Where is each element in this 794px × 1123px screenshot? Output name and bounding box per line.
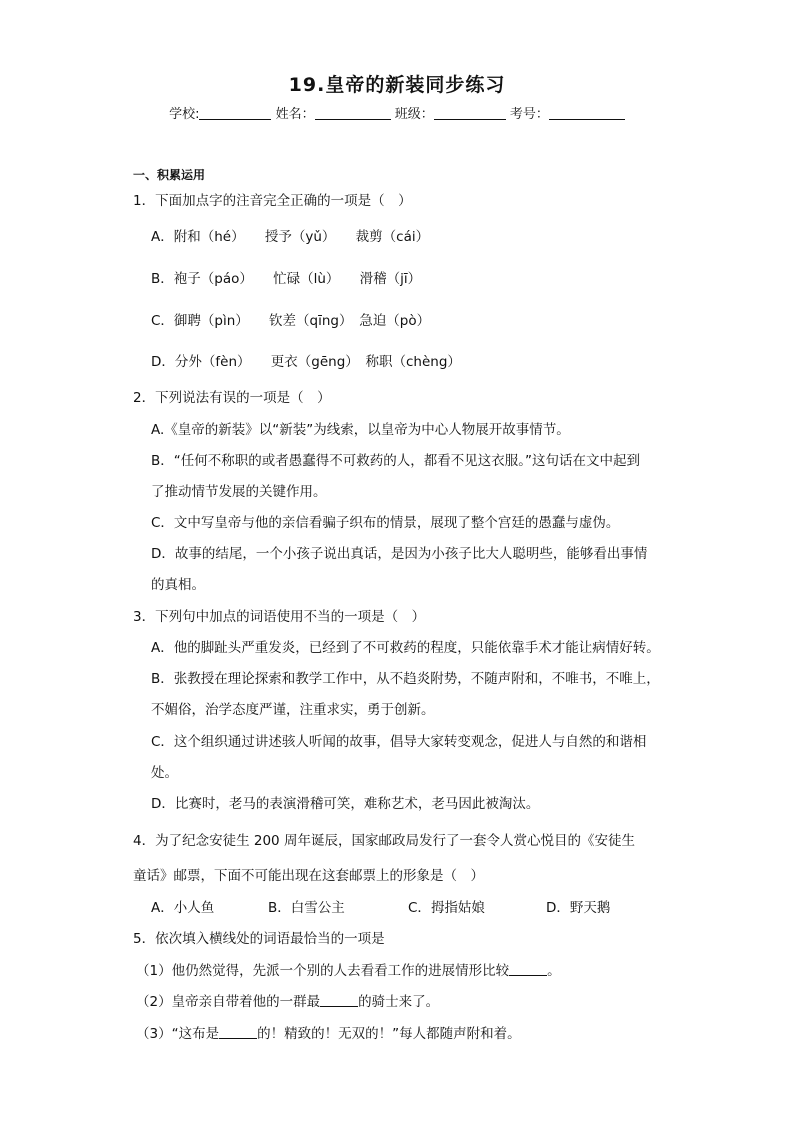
question-2-line: C．文中写皇帝与他的亲信看骗子织布的情景，展现了整个宫廷的愚蠢与虚伪。 <box>151 515 620 531</box>
class-label: 班级： <box>394 107 434 122</box>
question-2-line: B．“任何不称职的或者愚蠢得不可救药的人，都看不见这衣服。”这句话在文中起到 <box>151 453 640 469</box>
fill-blank <box>320 994 358 1007</box>
question-4-choice-d: D．野天鹅 <box>546 900 611 916</box>
fill-blank <box>509 963 547 976</box>
question-2-line: A.《皇帝的新装》以“新装”为线索，以皇帝为中心人物展开故事情节。 <box>151 422 570 438</box>
student-info-row <box>0 103 794 122</box>
question-3-line: B．张教授在理论探索和教学工作中，从不趋炎附势，不随声附和，不唯书，不唯上， <box>151 671 660 687</box>
question-2-line: 了推动情节发展的关键作用。 <box>151 484 327 500</box>
question-4-choices <box>151 899 610 917</box>
question-5-stem: 5．依次填入横线处的词语最恰当的一项是 <box>133 931 385 947</box>
question-3-line: A．他的脚趾头严重发炎，已经到了不可救药的程度，只能依靠手术才能让病情好转。 <box>151 640 660 656</box>
question-1-option-c: C．御聘（pìn） 钦差（qīng） 急迫（pò） <box>151 313 431 329</box>
question-3-stem: 3．下列句中加点的词语使用不当的一项是（ ） <box>133 609 426 625</box>
school-blank <box>199 107 271 120</box>
question-4-choice-b: B．白雪公主 <box>268 900 345 916</box>
question-5-sentence-2 <box>136 993 439 1011</box>
question-4-stem-line-1: 4．为了纪念安徒生 200 周年诞辰，国家邮政局发行了一套令人赏心悦目的《安徒生 <box>133 833 635 849</box>
sentence-1-end: 。 <box>547 963 561 979</box>
question-4-choice-c: C．拇指姑娘 <box>408 900 485 916</box>
sentence-2-text: （2）皇帝亲自带着他的一群最 <box>136 994 321 1010</box>
question-5-sentence-1 <box>136 962 561 980</box>
question-5-sentence-3 <box>136 1025 521 1043</box>
question-2-stem: 2．下列说法有误的一项是（ ） <box>133 390 331 406</box>
fill-blank <box>219 1026 257 1039</box>
question-4-stem-line-2: 童话》邮票，下面不可能出现在这套邮票上的形象是（ ） <box>133 868 484 884</box>
class-blank <box>434 107 506 120</box>
section-heading: 一、积累运用 <box>133 168 206 182</box>
question-1-stem: 1．下面加点字的注音完全正确的一项是（ ） <box>133 193 412 209</box>
question-3-line: D．比赛时，老马的表演滑稽可笑，难称艺术，老马因此被淘汰。 <box>151 796 540 812</box>
page-title: 19.皇帝的新装同步练习 <box>288 74 506 96</box>
school-label: 学校: <box>169 107 200 122</box>
question-1-option-b: B．袍子（páo） 忙碌（lù） 滑稽（jī） <box>151 271 422 287</box>
question-1-option-d: D．分外（fèn） 更衣（gēng） 称职（chèng） <box>151 354 461 370</box>
name-label: 姓名： <box>275 107 315 122</box>
question-4-choice-a: A．小人鱼 <box>151 900 215 916</box>
question-2-line: D．故事的结尾，一个小孩子说出真话，是因为小孩子比大人聪明些，能够看出事情 <box>151 546 648 562</box>
sentence-3-end: 的！精致的！无双的！”每人都随声附和着。 <box>257 1026 521 1042</box>
name-blank <box>315 107 391 120</box>
question-1-option-a: A．附和（hé） 授予（yǔ） 裁剪（cái） <box>151 229 430 245</box>
exam-number-label: 考号： <box>509 107 549 122</box>
question-3-line: C．这个组织通过讲述骇人听闻的故事，倡导大家转变观念，促进人与自然的和谐相 <box>151 734 647 750</box>
question-3-line: 处。 <box>151 765 178 781</box>
sentence-3-text: （3）“这布是 <box>136 1026 220 1042</box>
sentence-2-end: 的骑士来了。 <box>358 994 440 1010</box>
sentence-1-text: （1）他仍然觉得，先派一个别的人去看看工作的进展情形比较 <box>136 963 510 979</box>
exam-number-blank <box>549 107 625 120</box>
question-2-line: 的真相。 <box>151 577 205 593</box>
question-3-line: 不媚俗，治学态度严谨，注重求实，勇于创新。 <box>151 702 435 718</box>
